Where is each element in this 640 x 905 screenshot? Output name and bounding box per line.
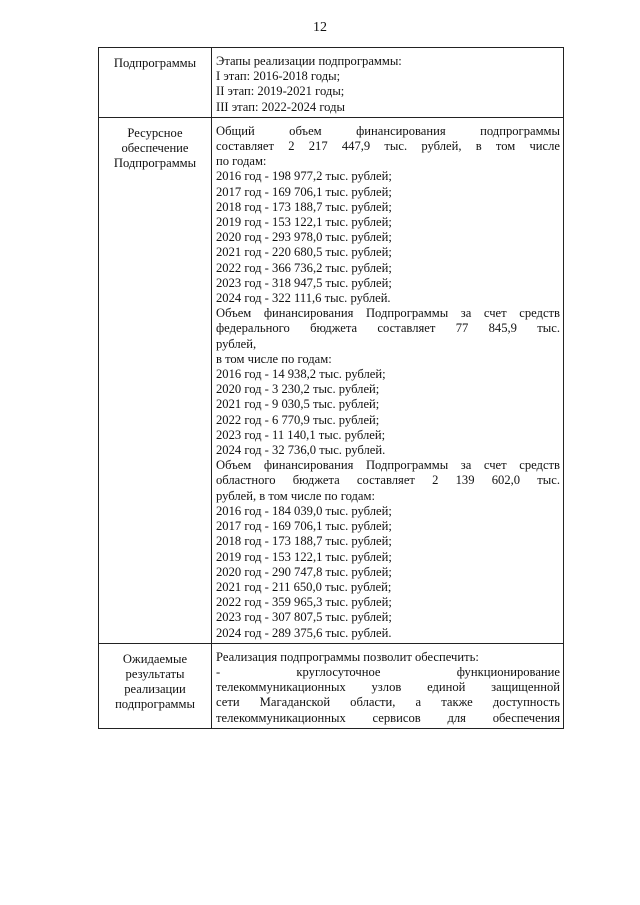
expected-results-line: - круглосуточное функционирование (216, 664, 560, 679)
total-year-item: 2019 год - 153 122,1 тыс. рублей; (216, 215, 392, 230)
table-row-stages (99, 48, 564, 118)
label-cell-expected (99, 643, 212, 728)
expected-results-line: телекоммуникационных сервисов для обеспечения (216, 710, 560, 725)
row-label: подпрограммы (115, 697, 195, 712)
row-label: Подпрограммы (113, 56, 197, 70)
federal-year-item: 2022 год - 6 770,9 тыс. рублей; (216, 412, 380, 427)
content-cell-stages (212, 48, 564, 118)
row-label: Ожидаемые (122, 651, 188, 666)
table-row-expected-results (99, 643, 564, 728)
federal-year-item: 2021 год - 9 030,5 тыс. рублей; (216, 397, 380, 412)
total-year-item: 2024 год - 322 111,6 тыс. рублей. (216, 291, 391, 306)
row-label: реализации (124, 682, 186, 697)
stage-line: II этап: 2019-2021 годы; (216, 84, 345, 99)
total-year-item: 2022 год - 366 736,2 тыс. рублей; (216, 260, 392, 275)
total-year-item: 2021 год - 220 680,5 тыс. рублей; (216, 245, 392, 260)
federal-year-item: 2016 год - 14 938,2 тыс. рублей; (216, 367, 386, 382)
expected-results-line: телекоммуникационных узлов единой защищенной (216, 680, 560, 695)
passport-table (98, 47, 564, 729)
federal-funding-line: Объем финансирования Подпрограммы за счет средств (216, 306, 560, 321)
federal-year-item: 2023 год - 11 140,1 тыс. рублей; (216, 427, 386, 442)
regional-year-item: 2023 год - 307 807,5 тыс. рублей; (216, 610, 392, 625)
regional-year-item: 2024 год - 289 375,6 тыс. рублей. (216, 625, 392, 640)
total-year-item: 2020 год - 293 978,0 тыс. рублей; (216, 230, 392, 245)
regional-funding-line: Объем финансирования Подпрограммы за счет средств (216, 458, 560, 473)
regional-year-item: 2018 год - 173 188,7 тыс. рублей; (216, 534, 392, 549)
federal-year-item: 2024 год - 32 736,0 тыс. рублей. (216, 443, 386, 458)
regional-year-item: 2019 год - 153 122,1 тыс. рублей; (216, 549, 392, 564)
label-cell-subprograms (99, 48, 212, 118)
total-funding-line: Общий объем финансирования подпрограммы (216, 123, 560, 138)
content-cell-resources (212, 117, 564, 643)
total-year-item: 2017 год - 169 706,1 тыс. рублей; (216, 184, 392, 199)
row-label: Подпрограммы (113, 156, 197, 171)
expected-results-line: Реализация подпрограммы позволит обеспечить: (216, 649, 479, 664)
federal-funding-line: рублей, (216, 336, 257, 351)
page-number: 12 (313, 20, 327, 35)
regional-year-item: 2022 год - 359 965,3 тыс. рублей; (216, 595, 392, 610)
label-cell-resources (99, 117, 212, 643)
row-label: результаты (125, 666, 185, 681)
row-label: обеспечение (121, 141, 189, 156)
total-year-item: 2018 год - 173 188,7 тыс. рублей; (216, 199, 392, 214)
stage-line: I этап: 2016-2018 годы; (216, 69, 341, 84)
total-year-item: 2016 год - 198 977,2 тыс. рублей; (216, 169, 392, 184)
regional-funding-line: рублей, в том числе по годам: (216, 488, 375, 503)
total-funding-line: составляет 2 217 447,9 тыс. рублей, в том числе (216, 139, 560, 154)
regional-year-item: 2021 год - 211 650,0 тыс. рублей; (216, 579, 392, 594)
regional-year-item: 2017 год - 169 706,1 тыс. рублей; (216, 519, 392, 534)
stage-line: III этап: 2022-2024 годы (216, 99, 345, 114)
federal-year-item: 2020 год - 3 230,2 тыс. рублей; (216, 382, 380, 397)
federal-funding-line: федерального бюджета составляет 77 845,9 тыс. (216, 321, 560, 336)
regional-funding-line: областного бюджета составляет 2 139 602,0 тыс. (216, 473, 560, 488)
expected-results-line: сети Магаданской области, а также доступность (216, 695, 560, 710)
total-funding-line: по годам: (216, 154, 267, 169)
stages-heading: Этапы реализации подпрограммы: (216, 54, 402, 68)
regional-year-item: 2020 год - 290 747,8 тыс. рублей; (216, 564, 392, 579)
regional-year-item: 2016 год - 184 039,0 тыс. рублей; (216, 503, 392, 518)
row-label: Ресурсное (127, 125, 183, 140)
federal-funding-line: в том числе по годам: (216, 351, 332, 366)
content-cell-expected (212, 643, 564, 728)
total-year-item: 2023 год - 318 947,5 тыс. рублей; (216, 275, 392, 290)
table-row-resources (99, 117, 564, 643)
